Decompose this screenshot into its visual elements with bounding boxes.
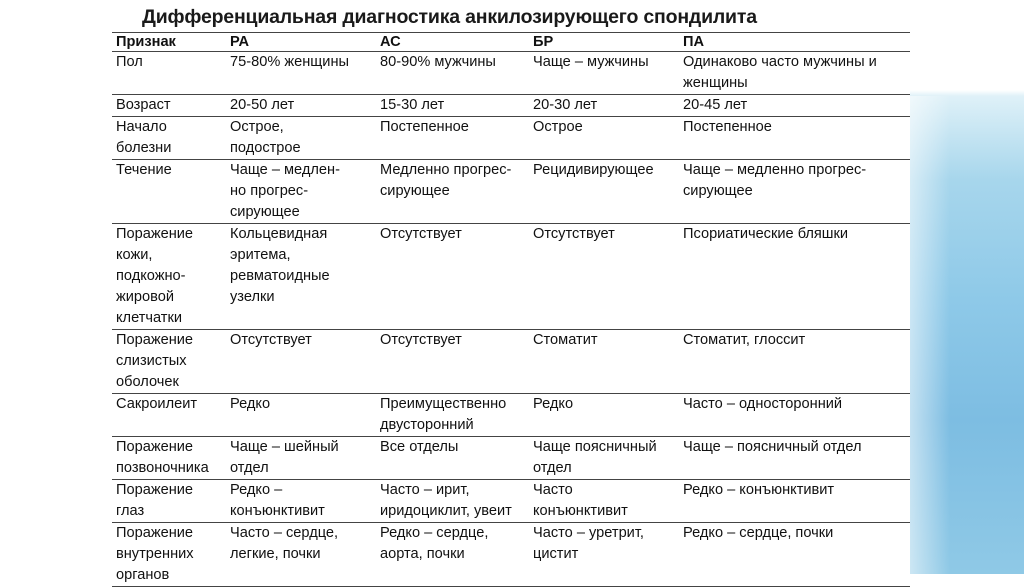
table-row: [112, 523, 910, 587]
table-row: [112, 160, 910, 224]
header-br: БР: [529, 33, 679, 52]
cell-as: Медленно прогрес- сирующее: [376, 160, 529, 224]
cell-as: Преимущественно двусторонний: [376, 394, 529, 437]
right-decor-panel: [910, 0, 1024, 574]
cell-feature: Начало болезни: [112, 117, 226, 160]
cell-br: Редко: [529, 394, 679, 437]
table-row: [112, 95, 910, 117]
cell-as: Постепенное: [376, 117, 529, 160]
cell-ra: Редко – конъюнктивит: [226, 480, 376, 523]
cell-pa: Псориатические бляшки: [679, 224, 910, 330]
cell-ra: Чаще – медлен- но прогрес- сирующее: [226, 160, 376, 224]
slide-title: Дифференциальная диагностика анкилозирующего спондилита: [142, 6, 757, 28]
cell-pa: Одинаково часто мужчины и женщины: [679, 52, 910, 95]
diagnosis-table: [112, 32, 910, 587]
cell-ra: Острое, подострое: [226, 117, 376, 160]
slide: [112, 0, 910, 583]
cell-br: Стоматит: [529, 330, 679, 394]
cell-br: Часто конъюнктивит: [529, 480, 679, 523]
cell-feature: Поражение позвоночника: [112, 437, 226, 480]
cell-ra: Редко: [226, 394, 376, 437]
cell-as: Отсутствует: [376, 330, 529, 394]
table-row: [112, 394, 910, 437]
cell-ra: Чаще – шейный отдел: [226, 437, 376, 480]
cell-pa: Редко – сердце, почки: [679, 523, 910, 587]
cell-pa: Чаще – медленно прогрес- сирующее: [679, 160, 910, 224]
table-row: [112, 480, 910, 523]
table-header-row: [112, 33, 910, 52]
cell-feature: Поражение глаз: [112, 480, 226, 523]
cell-feature: Поражение кожи, подкожно- жировой клетчатки: [112, 224, 226, 330]
cell-ra: 75-80% женщины: [226, 52, 376, 95]
cell-pa: Часто – односторонний: [679, 394, 910, 437]
table-row: [112, 224, 910, 330]
cell-ra: 20-50 лет: [226, 95, 376, 117]
left-margin: [0, 0, 112, 574]
cell-pa: Постепенное: [679, 117, 910, 160]
cell-as: Все отделы: [376, 437, 529, 480]
table-row: [112, 437, 910, 480]
cell-br: Часто – уретрит, цистит: [529, 523, 679, 587]
cell-feature: Течение: [112, 160, 226, 224]
cell-as: 15-30 лет: [376, 95, 529, 117]
cell-br: Чаще – мужчины: [529, 52, 679, 95]
header-feature: Признак: [112, 33, 226, 52]
cell-feature: Возраст: [112, 95, 226, 117]
cell-as: Отсутствует: [376, 224, 529, 330]
table-body: [112, 52, 910, 587]
cell-feature: Поражение внутренних органов: [112, 523, 226, 587]
cell-pa: Чаще – поясничный отдел: [679, 437, 910, 480]
cell-pa: Стоматит, глоссит: [679, 330, 910, 394]
table-row: [112, 52, 910, 95]
header-as: АС: [376, 33, 529, 52]
cell-pa: Редко – конъюнктивит: [679, 480, 910, 523]
right-decor-gradient: [910, 96, 1024, 574]
cell-br: Отсутствует: [529, 224, 679, 330]
cell-feature: Пол: [112, 52, 226, 95]
cell-ra: Часто – сердце, легкие, почки: [226, 523, 376, 587]
cell-pa: 20-45 лет: [679, 95, 910, 117]
cell-ra: Кольцевидная эритема, ревматоидные узелки: [226, 224, 376, 330]
cell-br: 20-30 лет: [529, 95, 679, 117]
cell-as: Редко – сердце, аорта, почки: [376, 523, 529, 587]
header-pa: ПА: [679, 33, 910, 52]
cell-as: Часто – ирит, иридоциклит, увеит: [376, 480, 529, 523]
table-row: [112, 117, 910, 160]
header-ra: РА: [226, 33, 376, 52]
cell-br: Рецидивирующее: [529, 160, 679, 224]
cell-as: 80-90% мужчины: [376, 52, 529, 95]
cell-br: Чаще поясничный отдел: [529, 437, 679, 480]
cell-feature: Сакроилеит: [112, 394, 226, 437]
cell-feature: Поражение слизистых оболочек: [112, 330, 226, 394]
table-row: [112, 330, 910, 394]
cell-br: Острое: [529, 117, 679, 160]
cell-ra: Отсутствует: [226, 330, 376, 394]
